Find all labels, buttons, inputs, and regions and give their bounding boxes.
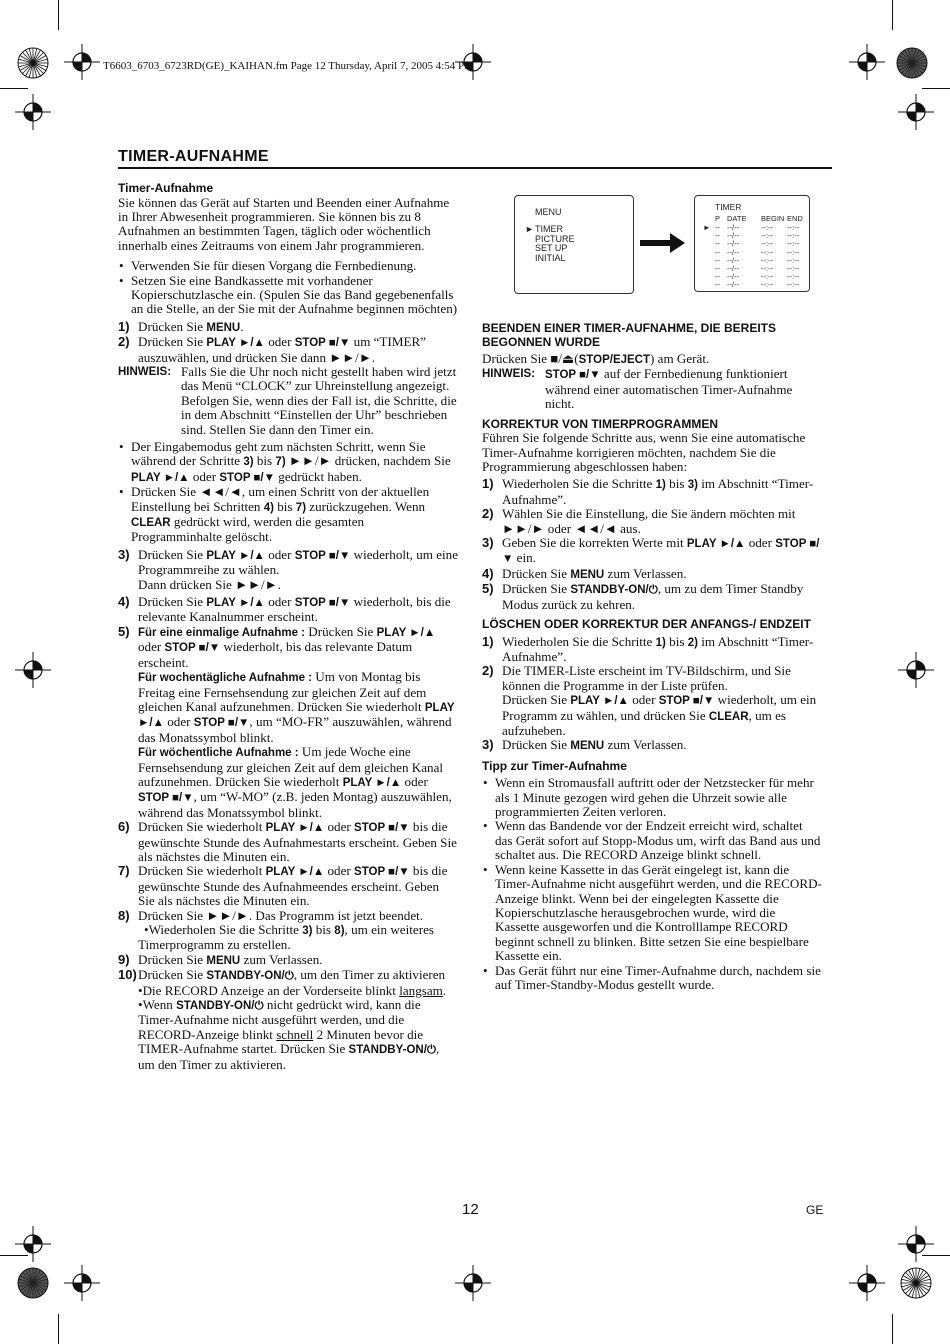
crop-line	[0, 1255, 28, 1256]
menu-screen-illustration	[514, 195, 634, 294]
heading-clear-time: LÖSCHEN ODER KORREKTUR DER ANFANGS-/ ENDZEIT	[482, 617, 811, 631]
menu-item-picture: PICTURE	[535, 233, 575, 244]
left-column	[118, 182, 458, 1072]
clear-step-3: 3) Drücken Sie MENU zum Verlassen.	[482, 737, 687, 753]
timer-row: -- --/-- --:-- --:--	[715, 280, 800, 290]
language-code: GE	[806, 1203, 824, 1217]
registration-mark-icon	[896, 92, 936, 132]
page-number: 12	[462, 1201, 479, 1218]
registration-mark-icon	[896, 1224, 936, 1264]
registration-mark-icon	[847, 42, 887, 82]
timer-header-row: P DATE BEGIN END	[715, 214, 803, 223]
timer-row: -- --/-- --:-- --:--	[715, 231, 800, 241]
registration-mark-icon	[453, 1263, 493, 1303]
arrow-right-icon	[640, 232, 686, 254]
tip-single-recording: • Das Gerät führt nur eine Timer-Aufnahme durch, nachdem sie auf Timer-Standby-Modus gestellt wurde.	[482, 964, 822, 993]
crop-line	[922, 88, 950, 89]
menu-cursor-icon: ►	[525, 224, 534, 234]
timer-rows	[715, 224, 807, 290]
tip-no-cassette: • Wenn keine Kassette in das Gerät eingelegt ist, kann die Timer-Aufnahme nicht ausgeführt werden, und die RECORD-Anzeige blinkt. Wenn bei der eingelegten Kassette die Kopierschutzlasche herausgebrochen wurde, wird die Kassette ausgeworfen und die Kontrolllampe RECORD beginnt schnell zu blinken. Bitte setzen Sie eine bespielbare Kassette ein.	[482, 863, 822, 964]
correction-intro: Führen Sie folgende Schritte aus, wenn Sie eine automatische Timer-Aufnahme korrigieren möchten, nachdem Sie die Programmierung abgeschlossen haben:	[482, 430, 806, 474]
correction-step-2: 2) Wählen Sie die Einstellung, die Sie ändern möchten mit ►►/► oder ◄◄/◄ aus.	[482, 506, 796, 536]
registration-mark-icon	[13, 650, 53, 690]
heading-stop-timer: BEENDEN EINER TIMER-AUFNAHME, DIE BEREITS BEGONNEN WURDE	[482, 321, 777, 349]
crop-line	[922, 1255, 950, 1256]
registration-mark-icon	[62, 42, 102, 82]
crop-line	[0, 88, 28, 89]
step-7: 7) Drücken Sie wiederholt PLAY ►/▲ oder STOP ■/▼ bis die gewünschte Stunde des Aufnahmeendes erscheint. Geben Sie als nächstes die Minuten ein.	[118, 863, 448, 909]
right-column	[482, 322, 822, 992]
clear-step-1: 1) Wiederholen Sie die Schritte 1) bis 2) im Abschnitt “Timer-Aufnahme”.	[482, 633, 814, 664]
page-title: TIMER-AUFNAHME	[118, 148, 269, 165]
correction-step-3: 3) Geben Sie die korrekten Werte mit PLAY ►/▲ oder STOP ■/▼ ein.	[482, 534, 820, 566]
timer-row: -- --/-- --:-- --:--	[715, 223, 800, 232]
color-target-icon	[16, 1266, 50, 1300]
crop-line	[892, 0, 893, 30]
menu-item-setup: SET UP	[535, 243, 568, 253]
step-9: 9) Drücken Sie MENU zum Verlassen.	[118, 951, 323, 967]
step-3: 3) Drücken Sie PLAY ►/▲ oder STOP ■/▼ wiederholt, um eine Programmreihe zu wählen. Dann drücken Sie ►►/►.	[118, 546, 459, 592]
color-target-icon	[16, 46, 50, 80]
registration-mark-icon	[13, 1224, 53, 1264]
title-rule	[118, 167, 832, 169]
registration-mark-icon	[896, 650, 936, 690]
correction-step-4: 4) Drücken Sie MENU zum Verlassen.	[482, 565, 687, 581]
step-2: 2) Drücken Sie PLAY ►/▲ oder STOP ■/▼ um “TIMER” auszuwählen, und drücken Sie dann ►►/►.	[118, 334, 427, 365]
menu-screen-title: MENU	[535, 207, 562, 217]
step-8: 8) Drücken Sie ►►/►. Das Programm ist jetzt beendet. •Wiederholen Sie die Schritte 3) bis 8), um ein weiteres Timerprogramm zu erstellen.	[118, 907, 434, 953]
bullet-back-step: • Drücken Sie ◄◄/◄, um einen Schritt von der aktuellen Einstellung bei Schritten 4) bis 7) zurückzugehen. Wenn CLEAR gedrückt wird, werden die gesamten Programminhalte gelöscht.	[118, 485, 458, 545]
step-1: 1) Drücken Sie MENU.	[118, 318, 244, 334]
registration-mark-icon	[13, 92, 53, 132]
registration-mark-icon	[847, 1263, 887, 1303]
menu-item-initial: INITIAL	[535, 252, 566, 263]
timer-screen-illustration	[694, 195, 810, 292]
menu-screen-items	[535, 225, 575, 263]
timer-row: -- --/-- --:-- --:--	[715, 272, 800, 282]
timer-cursor-icon: ►	[703, 223, 711, 232]
heading-tips: Tipp zur Timer-Aufnahme	[482, 758, 627, 773]
timer-row: -- --/-- --:-- --:--	[715, 264, 800, 274]
stop-eject-instruction: Drücken Sie ■/⏏(STOP/EJECT) am Gerät.	[482, 351, 710, 366]
crop-line	[58, 0, 59, 30]
section-heading-timer: Timer-Aufnahme	[118, 181, 214, 195]
clear-step-2: 2) Die TIMER-Liste erscheint im TV-Bildschirm, und Sie können die Programme in der Liste prüfen. Drücken Sie PLAY ►/▲ oder STOP ■/▼ wiederholt, um ein Programm zu wählen, und drücken Sie CLEAR, um es aufzuheben.	[482, 663, 817, 738]
timer-row: -- --/-- --:-- --:--	[715, 247, 800, 257]
intro-paragraph: Sie können das Gerät auf Starten und Beenden einer Aufnahme in Ihrer Abwesenheit programmieren. Sie können bis zu 8 Aufnahmen an bestimmten Tagen, täglich oder wöchentlich innerhalb eines Zeitraums von einem Jahr programmieren.	[118, 194, 450, 253]
menu-item-timer: TIMER	[535, 224, 563, 234]
crop-line	[892, 1314, 893, 1344]
timer-screen-title: TIMER	[715, 202, 742, 212]
print-header: T6603_6703_6723RD(GE)_KAIHAN.fm Page 12 Thursday, April 7, 2005 4:54 PM	[103, 60, 474, 72]
registration-mark-icon	[62, 1263, 102, 1303]
note-stop-remote: HINWEIS: STOP ■/▼ auf der Fernbedienung funktioniert während einer automatischen Timer-Aufnahme nicht.	[482, 366, 793, 412]
color-target-icon	[895, 46, 929, 80]
correction-step-1: 1) Wiederholen Sie die Schritte 1) bis 3) im Abschnitt “Timer-Aufnahme”.	[482, 476, 814, 507]
heading-correct-timer: KORREKTUR VON TIMERPROGRAMMEN	[482, 416, 718, 431]
timer-row: -- --/-- --:-- --:--	[715, 239, 800, 249]
color-target-icon	[899, 1266, 933, 1300]
tip-tape-end: • Wenn das Bandende vor der Endzeit erreicht wird, schaltet das Gerät sofort auf Stopp-Modus um, wirft das Band aus und schaltet aus. Die RECORD Anzeige blinkt schnell.	[482, 819, 822, 862]
tip-power-failure: • Wenn ein Stromausfall auftritt oder der Netzstecker für mehr als 1 Minute gezogen wird gehen die Uhrzeit sowie alle programmierten Zeiten verloren.	[482, 776, 822, 819]
step-10: 10) Drücken Sie STANDBY-ON/⏻, um den Timer zu aktivieren •Die RECORD Anzeige an der Vorderseite blinkt langsam. •Wenn STANDBY-ON/⏻ nicht gedrückt wird, kann die Timer-Aufnahme nicht ausgeführt werden, und die RECORD-Anzeige blinkt schnell 2 Minuten bevor die TIMER-Aufnahme startet. Drücken Sie STANDBY-ON/⏻, um den Timer zu aktivieren.	[118, 967, 447, 1072]
step-4: 4) Drücken Sie PLAY ►/▲ oder STOP ■/▼ wiederholt, bis die relevante Kanalnummer erscheint.	[118, 594, 451, 625]
correction-step-5: 5) Drücken Sie STANDBY-ON/⏻, um zu dem Timer Standby Modus zurück zu kehren.	[482, 581, 804, 612]
note-clock: HINWEIS: Falls Sie die Uhr noch nicht gestellt haben wird jetzt das Menü “CLOCK” zur Uhreinstellung angezeigt. Befolgen Sie, wenn dies der Fall ist, die Schritte, die in dem Abschnitt “Einstellen der Uhr” beschrieben sind. Stellen Sie dann den Timer ein.	[118, 363, 457, 437]
step-5: 5) Für eine einmalige Aufnahme : Drücken Sie PLAY ►/▲ oder STOP ■/▼ wiederholt, bis das relevante Datum erscheint. Für wochentägliche Aufnahme : Um von Montag bis Freitag eine Fernsehsendung zur gleichen Zeit auf dem gleichen Kanal aufzunehmen. Drücken Sie wiederholt PLAY ►/▲ oder STOP ■/▼, um “MO-FR” auszuwählen, während das Monatssymbol blinkt. Für wöchentliche Aufnahme : Um jede Woche eine Fernsehsendung zur gleichen Zeit auf dem gleichen Kanal aufzunehmen. Drücken Sie wiederholt PLAY ►/▲ oder STOP ■/▼, um “W-MO” (z.B. jeden Montag) auszuwählen, während das Monatssymbol blinkt.	[118, 623, 455, 820]
bullet-cassette: • Setzen Sie eine Bandkassette mit vorhandener Kopierschutzlasche ein. (Spulen Sie das Band gegebenenfalls an die Stelle, an der Sie mit der Aufnahme beginnen möchten)	[118, 274, 458, 317]
bullet-remote: • Verwenden Sie für diesen Vorgang die Fernbedienung.	[118, 259, 458, 273]
crop-line	[58, 1314, 59, 1344]
bullet-input-mode: • Der Eingabemodus geht zum nächsten Schritt, wenn Sie während der Schritte 3) bis 7) ►►/► drücken, nachdem Sie PLAY ►/▲ oder STOP ■/▼ gedrückt haben.	[118, 440, 458, 485]
step-6: 6) Drücken Sie wiederholt PLAY ►/▲ oder STOP ■/▼ bis die gewünschte Stunde des Aufnahmestarts erscheint. Geben Sie als nächstes die Minuten ein.	[118, 819, 457, 864]
timer-row: -- --/-- --:-- --:--	[715, 255, 800, 265]
